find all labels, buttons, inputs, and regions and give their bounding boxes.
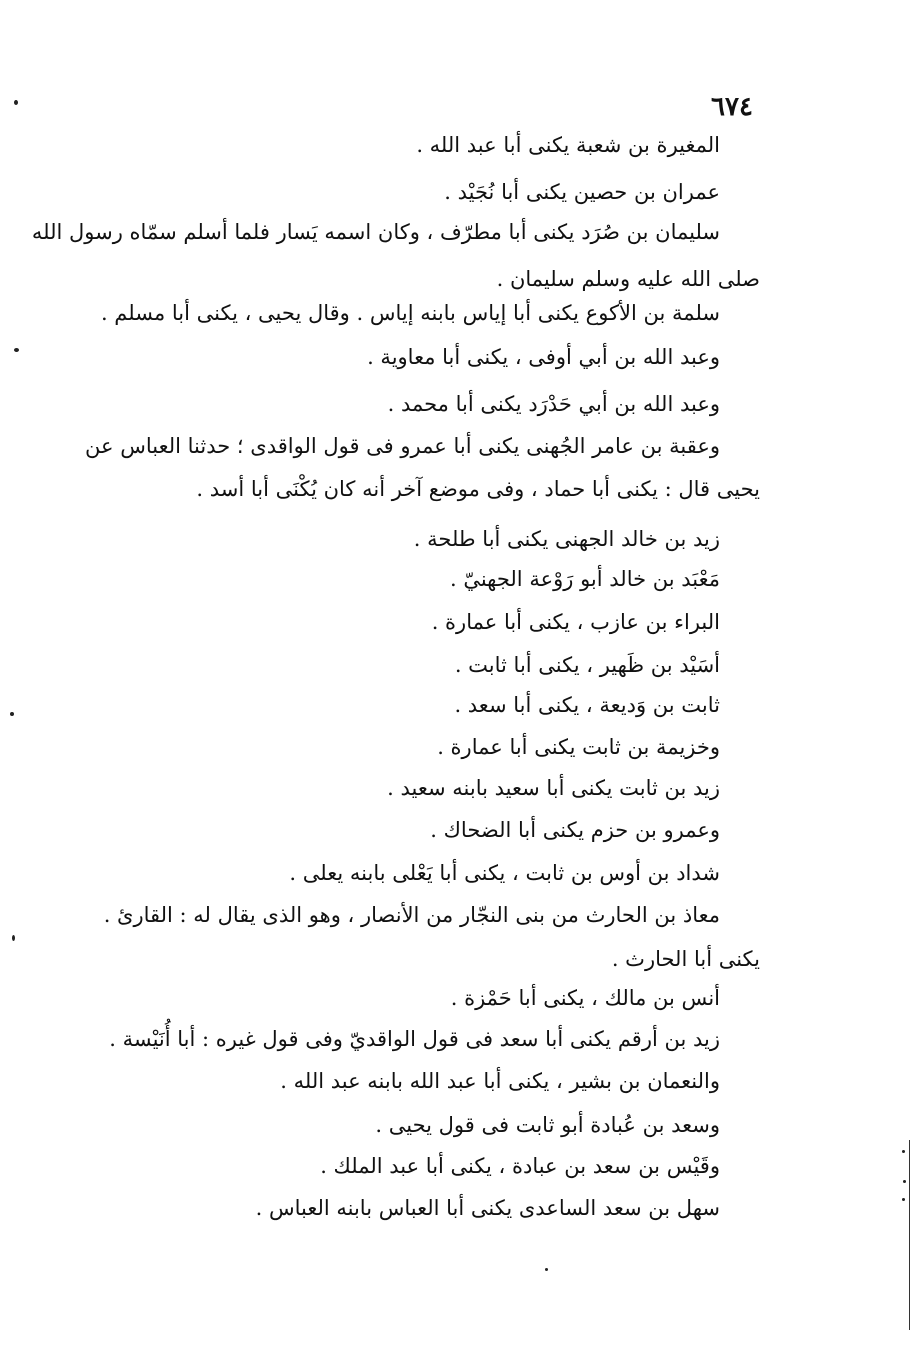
text-line: زيد بن أرقم يكنى أبا سعد فى قول الواقديّ وفى قول غيره : أبا أُنَيْسة .	[109, 1027, 720, 1051]
text-line: وعبد الله بن أبي أوفى ، يكنى أبا معاوية .	[367, 345, 720, 369]
text-line: أسَيْد بن ظَهير ، يكنى أبا ثابت .	[454, 653, 720, 677]
text-line: زيد بن خالد الجهنى يكنى أبا طلحة .	[413, 527, 720, 551]
text-line: وقَيْس بن سعد بن عبادة ، يكنى أبا عبد الملك .	[320, 1154, 720, 1178]
text-line: صلى الله عليه وسلم سليمان .	[496, 267, 760, 291]
text-line: يكنى أبا الحارث .	[611, 947, 760, 971]
text-line: البراء بن عازب ، يكنى أبا عمارة .	[431, 610, 720, 634]
scan-speck	[902, 1198, 905, 1201]
scan-speck	[902, 1150, 905, 1153]
text-line: سلمة بن الأكوع يكنى أبا إياس بابنه إياس . وقال يحيى ، يكنى أبا مسلم .	[100, 301, 720, 325]
text-line: شداد بن أوس بن ثابت ، يكنى أبا يَعْلى بابنه يعلى .	[289, 861, 720, 885]
scan-speck	[14, 348, 19, 352]
text-line: سهل بن سعد الساعدى يكنى أبا العباس بابنه العباس .	[255, 1196, 720, 1220]
scan-edge-line	[909, 1140, 910, 1330]
text-line: المغيرة بن شعبة يكنى أبا عبد الله .	[416, 133, 720, 157]
text-line: وعقبة بن عامر الجُهنى يكنى أبا عمرو فى قول الواقدى ؛ حدثنا العباس عن	[85, 434, 720, 458]
text-line: وعبد الله بن أبي حَدْرَد يكنى أبا محمد .	[387, 392, 720, 416]
text-line: ثابت بن وَديعة ، يكنى أبا سعد .	[454, 693, 720, 717]
scan-speck	[14, 100, 18, 105]
text-line: سليمان بن صُرَد يكنى أبا مطرّف ، وكان اسمه يَسار فلما أسلم سمّاه رسول الله	[31, 220, 720, 244]
text-line: أنس بن مالك ، يكنى أبا حَمْزة .	[450, 986, 720, 1010]
text-line: معاذ بن الحارث من بنى النجّار من الأنصار ، وهو الذى يقال له : القارئ .	[103, 903, 720, 927]
scan-speck	[12, 935, 15, 941]
text-line: يحيى قال : يكنى أبا حماد ، وفى موضع آخر أنه كان يُكْنَى أبا أسد .	[196, 477, 760, 501]
text-line: وسعد بن عُبادة أبو ثابت فى قول يحيى .	[375, 1113, 720, 1137]
scan-speck	[903, 1180, 906, 1183]
text-line: والنعمان بن بشير ، يكنى أبا عبد الله بابنه عبد الله .	[280, 1069, 720, 1093]
text-line: زيد بن ثابت يكنى أبا سعيد بابنه سعيد .	[387, 776, 720, 800]
text-line: مَعْبَد بن خالد أبو رَوْعة الجهنيّ .	[449, 567, 720, 591]
text-line: وخزيمة بن ثابت يكنى أبا عمارة .	[437, 735, 720, 759]
text-line: عمران بن حصين يكنى أبا نُجَيْد .	[444, 180, 720, 204]
scan-speck	[10, 712, 14, 716]
scan-speck	[545, 1268, 548, 1271]
text-line: وعمرو بن حزم يكنى أبا الضحاك .	[430, 818, 720, 842]
page-number: ٦٧٤	[711, 92, 753, 122]
